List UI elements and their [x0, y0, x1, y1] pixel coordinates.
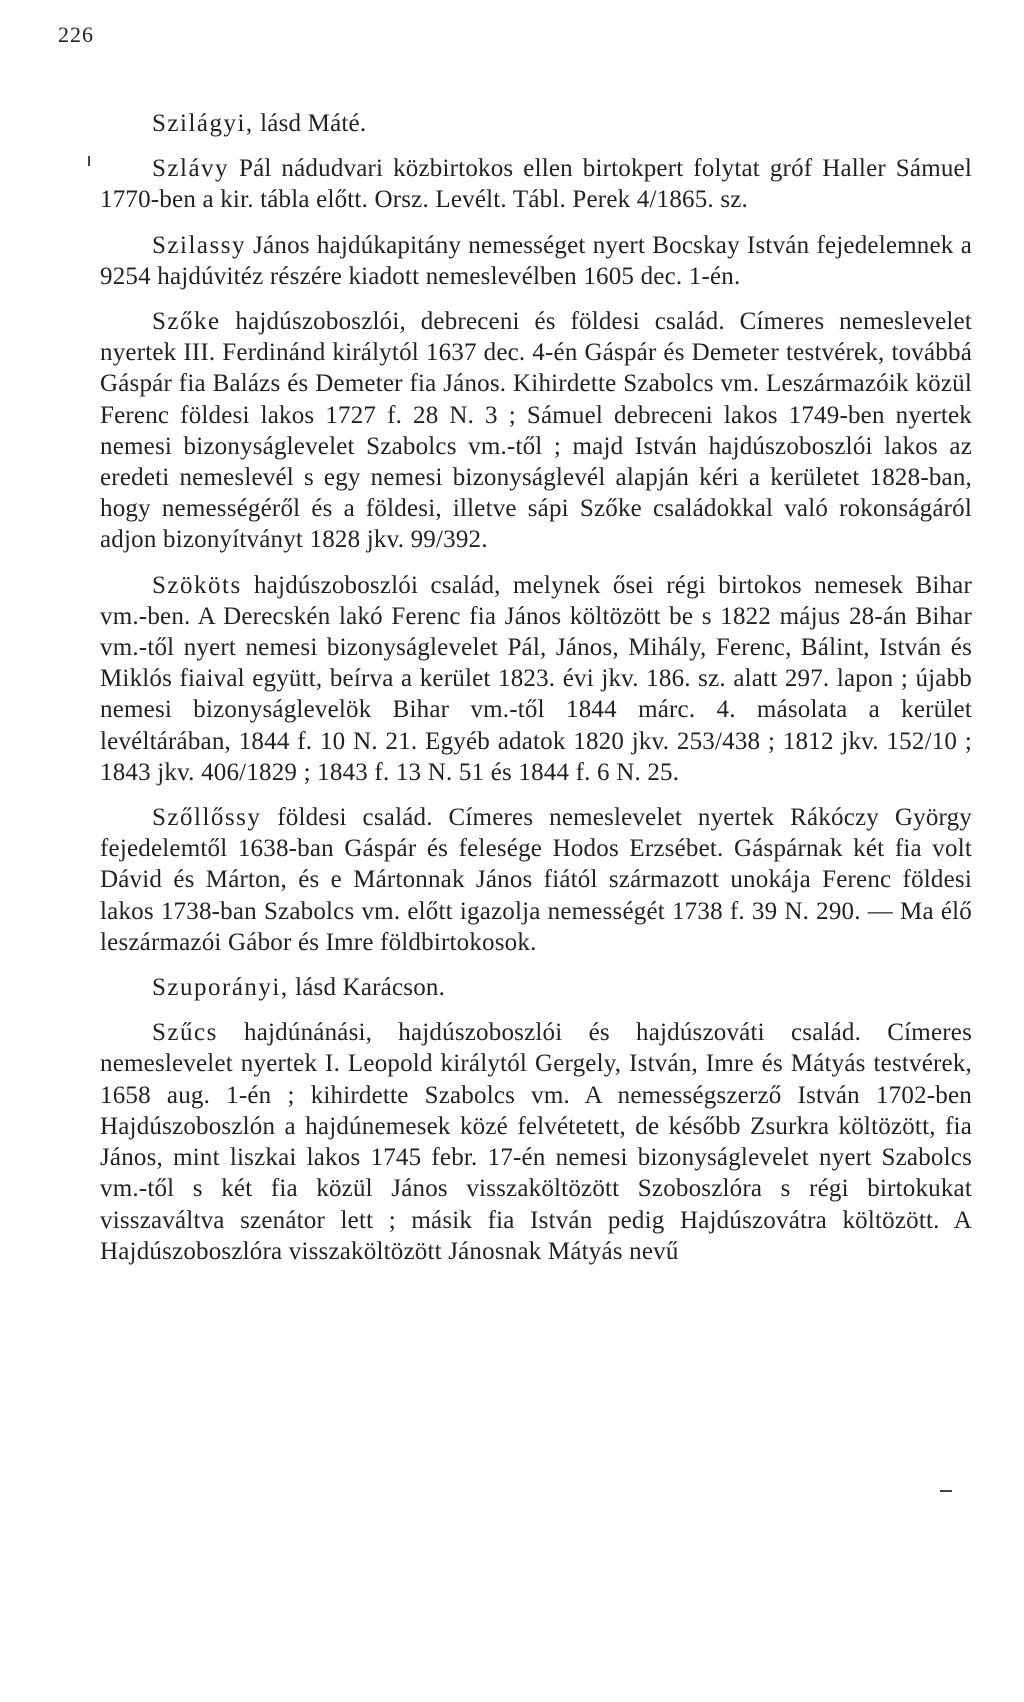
entry-headword: Szlávy [152, 155, 230, 183]
entry-szucs [100, 1017, 972, 1267]
entry-text: János hajdúkapitány nemességet nyert Bocskay István fejedelemnek a 9254 hajdúvitéz részére kiadott nemeslevélben 1605 dec. 1-én. [100, 231, 972, 290]
entry-headword: Szilassy [152, 231, 246, 259]
entry-szoke [100, 306, 972, 556]
margin-mark [88, 156, 90, 166]
entry-text: lásd Karácson. [288, 974, 446, 1002]
page-number: 226 [58, 22, 94, 47]
entry-headword: Szuporányi, [152, 974, 289, 1002]
entry-headword: Szűcs [152, 1019, 218, 1047]
entry-headword: Szőllőssy [152, 804, 262, 832]
entry-szlavy [100, 153, 972, 215]
entry-text: lásd Máté. [253, 110, 367, 137]
entry-szokots [100, 570, 972, 788]
entry-text: földesi család. Címeres nemeslevelet nyertek Rákóczy György fejedelemtől 1638-ban Gáspár és felesége Hodos Erzsébet. Gáspárnak két fia volt Dávid és Márton, és e Mártonnak János fiától származott unokája Ferenc földesi lakos 1738-ban Szabolcs vm. előtt igazolja nemességét 1738 f. 39 N. 290. — Ma élő leszármazói Gábor és Imre földbirtokosok. [100, 804, 972, 956]
entry-szilagyi [100, 108, 972, 139]
entry-headword: Szilágyi, [152, 110, 254, 137]
entry-text: hajdúszoboszlói család, melynek ősei régi birtokos nemesek Bihar vm.-ben. A Derecskén lakó Ferenc fia János költözött be s 1822 május 28-án Bihar vm.-től nyert nemesi bizonyságlevelet Pál, János, Mihály, Ferenc, Bálint, István és Miklós fiaival együtt, beírva a kerület 1823. évi jkv. 186. sz. alatt 297. lapon ; újabb nemesi bizonyságlevelök Bihar vm.-től 1844 márc. 4. másolata a kerület levéltárában, 1844 f. 10 N. 21. Egyéb adatok 1820 jkv. 253/438 ; 1812 jkv. 152/10 ; 1843 jkv. 406/1829 ; 1843 f. 13 N. 51 és 1844 f. 6 N. 25. [100, 571, 972, 786]
text-column [100, 108, 972, 1281]
entry-headword: Szököts [152, 571, 242, 599]
entry-szuporanyi [100, 972, 972, 1003]
page-end-dash [940, 1490, 952, 1492]
entry-szilassy [100, 230, 972, 292]
entry-text: Pál nádudvari közbirtokos ellen birtokpert folytat gróf Haller Sámuel 1770-ben a kir. tábla előtt. Orsz. Levélt. Tábl. Perek 4/1865. sz. [100, 155, 972, 214]
entry-szollossy [100, 802, 972, 958]
entry-text: hajdúszoboszlói, debreceni és földesi család. Címeres nemeslevelet nyertek III. Ferdinánd királytól 1637 dec. 4-én Gáspár és Demeter testvérek, továbbá Gáspár fia Balázs és Demeter fia János. Kihirdette Szabolcs vm. Leszármazóik közül Ferenc földesi lakos 1727 f. 28 N. 3 ; Sámuel debreceni lakos 1749-ben nyertek nemesi bizonyságlevelet Szabolcs vm.-től ; majd István hajdúszoboszlói lakos az eredeti nemeslevél s egy nemesi bizonyságlevél alapján kéri a kerületet 1828-ban, hogy nemességéről és a földesi, illetve sápi Szőke családokkal való rokonságáról adjon bizonyítványt 1828 jkv. 99/392. [100, 308, 972, 554]
entry-headword: Szőke [152, 308, 221, 336]
entry-text: hajdúnánási, hajdúszoboszlói és hajdúszováti család. Címeres nemeslevelet nyertek I. Leopold királytól Gergely, István, Imre és Mátyás testvérek, 1658 aug. 1-én ; kihirdette Szabolcs vm. A nemességszerző István 1702-ben Hajdúszoboszlón a hajdúnemesek közé felvétetett, de később Zsurkra költözött, fia János, mint liszkai lakos 1745 febr. 17-én nemesi bizonyságlevelet nyert Szabolcs vm.-től s két fia közül János visszaköltözött Szoboszlóra s régi birtokukat visszaváltva szenátor lett ; másik fia István pedig Hajdúszovátra költözött. A Hajdúszoboszlóra visszaköltözött Jánosnak Mátyás nevű [100, 1019, 972, 1265]
